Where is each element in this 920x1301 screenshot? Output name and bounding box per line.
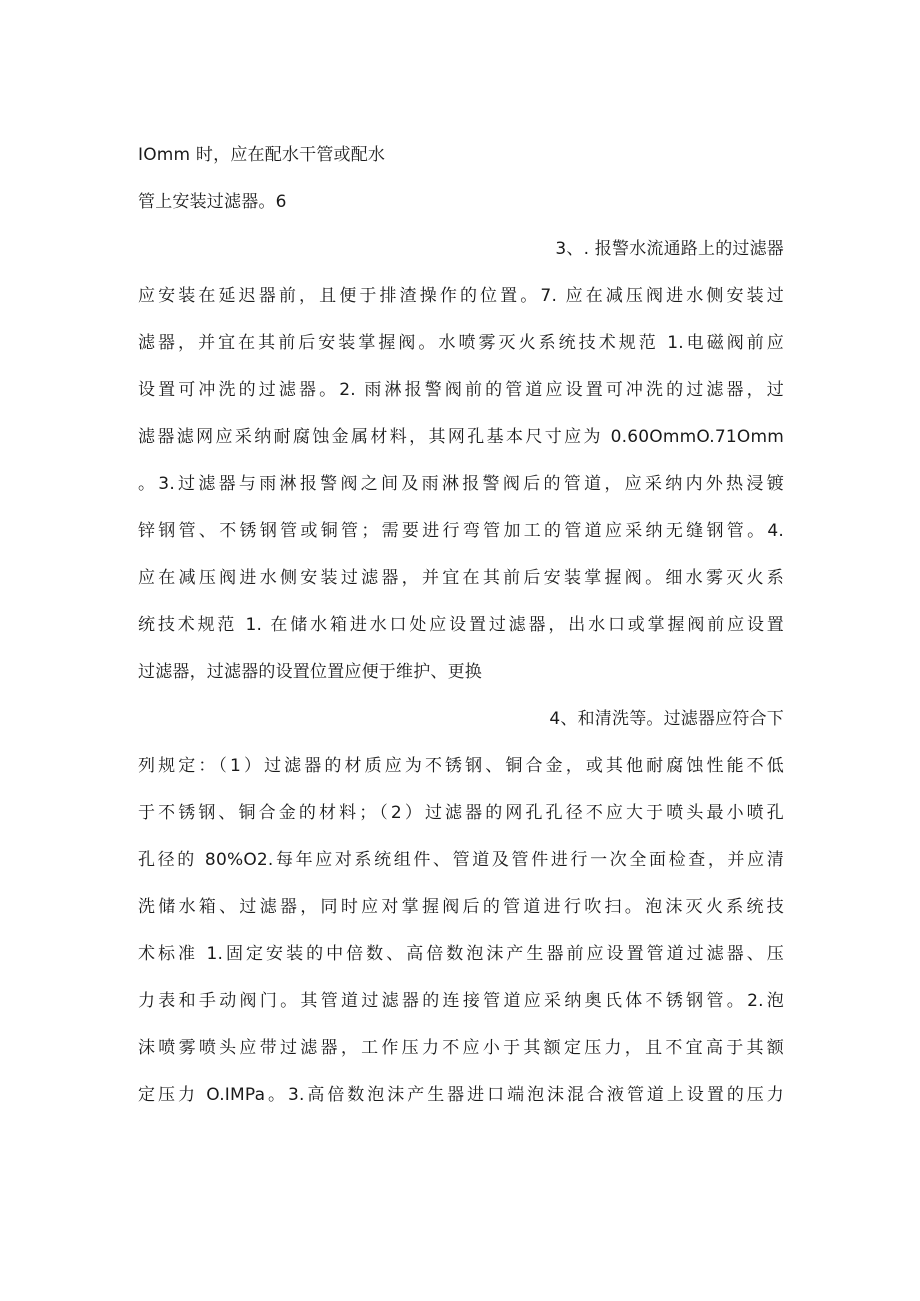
text-line: 定压力 O.IMPa。3.高倍数泡沫产生器进口端泡沫混合液管道上设置的压力 xyxy=(138,1085,784,1105)
text-line: 滤器滤网应采纳耐腐蚀金属材料，其网孔基本尺寸应为 0.60OmmO.71Omm xyxy=(138,427,784,447)
text-line: 应安装在延迟器前，且便于排渣操作的位置。7. 应在减压阀进水侧安装过 xyxy=(138,286,784,306)
text-line: 4、和清洗等。过滤器应符合下 xyxy=(549,709,784,729)
text-line: 统技术规范 1. 在储水箱进水口处应设置过滤器，出水口或掌握阀前应设置 xyxy=(138,615,784,635)
text-line: 于不锈钢、铜合金的材料；（2）过滤器的网孔孔径不应大于喷头最小喷孔 xyxy=(138,803,784,823)
text-line: 沫喷雾喷头应带过滤器，工作压力不应小于其额定压力，且不宜高于其额 xyxy=(138,1038,784,1058)
text-line: 过滤器，过滤器的设置位置应便于维护、更换 xyxy=(138,662,482,682)
text-line: 列规定：（1）过滤器的材质应为不锈钢、铜合金，或其他耐腐蚀性能不低 xyxy=(138,756,784,776)
text-line: 设置可冲洗的过滤器。2. 雨淋报警阀前的管道应设置可冲洗的过滤器，过 xyxy=(138,380,784,400)
text-line: 术标准 1.固定安装的中倍数、高倍数泡沫产生器前应设置管道过滤器、压 xyxy=(138,944,784,964)
text-line: 。3.过滤器与雨淋报警阀之间及雨淋报警阀后的管道，应采纳内外热浸镀 xyxy=(138,474,784,494)
text-line: 滤器，并宜在其前后安装掌握阀。水喷雾灭火系统技术规范 1.电磁阀前应 xyxy=(138,333,784,353)
text-line: IOmm 时，应在配水干管或配水 xyxy=(138,145,386,165)
text-line: 力表和手动阀门。其管道过滤器的连接管道应采纳奥氏体不锈钢管。2.泡 xyxy=(138,991,784,1011)
document-body xyxy=(138,136,784,1114)
text-line: 锌钢管、不锈钢管或铜管；需要进行弯管加工的管道应采纳无缝钢管。4. xyxy=(138,521,784,541)
text-line: 洗储水箱、过滤器，同时应对掌握阀后的管道进行吹扫。泡沫灭火系统技 xyxy=(138,897,784,917)
text-line: 应在减压阀进水侧安装过滤器，并宜在其前后安装掌握阀。细水雾灭火系 xyxy=(138,568,784,588)
text-line: 管上安装过滤器。6 xyxy=(138,192,287,212)
text-line: 3、. 报警水流通路上的过滤器 xyxy=(555,239,784,259)
text-line: 孔径的 80%O2.每年应对系统组件、管道及管件进行一次全面检查，并应清 xyxy=(138,850,784,870)
